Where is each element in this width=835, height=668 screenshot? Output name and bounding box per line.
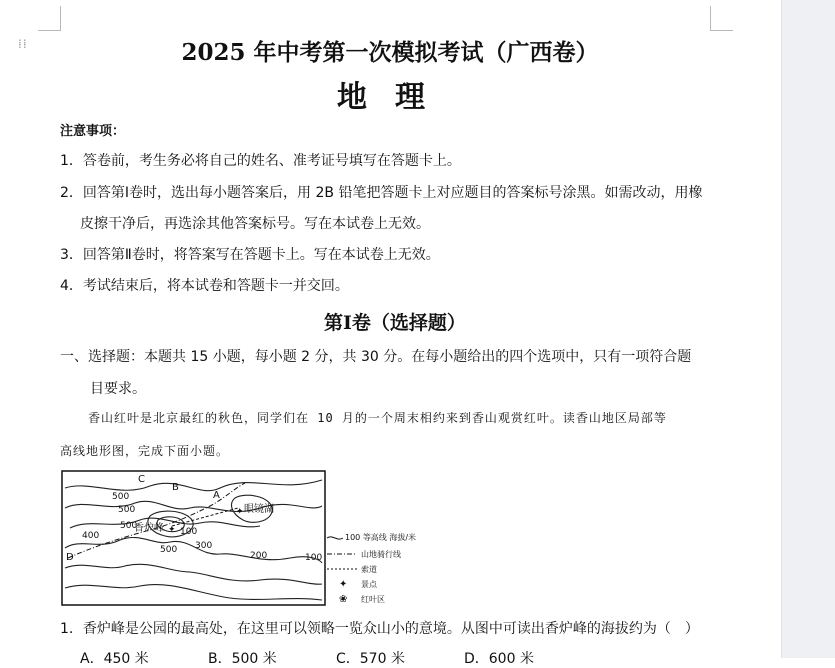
contour-label: 100 <box>305 553 323 563</box>
reading-intro-cont: 高线地形图，完成下面小题。 <box>60 444 230 458</box>
section-title: 第Ⅰ卷（选择题） <box>324 312 466 334</box>
note-item: 2．回答第Ⅰ卷时，选出每小题答案后，用 2B 铅笔把答题卡上对应题目的答案标号涂黑。如需改动，用橡 <box>60 185 703 201</box>
point-label: B <box>172 482 179 493</box>
scenic-point-icon: ✦ <box>168 525 176 535</box>
page-corner-mark-left <box>38 6 61 31</box>
subject-title: 地理 <box>337 80 453 115</box>
page-corner-mark-right <box>710 6 733 31</box>
section-instruction-cont: 目要求。 <box>90 381 146 397</box>
note-item: 3．回答第Ⅱ卷时，将答案写在答题卡上。写在本试卷上无效。 <box>60 247 440 263</box>
lake-label: 眼镜湖 <box>244 504 274 515</box>
contour-map <box>60 468 360 608</box>
reading-intro: 香山红叶是北京最红的秋色，同学们在 10 月的一个周末相约来到香山观赏红叶。读香山地区局部等 <box>88 411 667 425</box>
legend-cableway: 索道 <box>361 565 377 574</box>
question-1-options <box>80 648 592 668</box>
contour-label: 500 <box>112 492 130 502</box>
contour-label: 200 <box>250 551 268 561</box>
legend-scenic: 景点 <box>361 580 377 589</box>
contour-label: 500 <box>118 505 136 515</box>
option-c[interactable]: C．570 米 <box>336 651 405 667</box>
option-b[interactable]: B．500 米 <box>208 651 277 667</box>
note-item: 1．答卷前，考生务必将自己的姓名、准考证号填写在答题卡上。 <box>60 153 461 169</box>
option-d[interactable]: D．600 米 <box>464 651 534 667</box>
peak-label: 香炉峰 <box>134 523 164 534</box>
note-item: 4．考试结束后，将本试卷和答题卡一并交回。 <box>60 278 349 294</box>
point-label: D <box>66 552 74 563</box>
document-title: 2025 年中考第一次模拟考试（广西卷） <box>181 39 599 66</box>
red-leaf-icon: ❀ <box>339 594 348 605</box>
contour-label: 500 <box>120 521 138 531</box>
map-legend <box>325 528 445 608</box>
question-1: 1．香炉峰是公园的最高处，在这里可以领略一览众山小的意境。从图中可读出香炉峰的海拔约为（ ） <box>60 621 699 637</box>
section-instruction: 一、选择题：本题共 15 小题，每小题 2 分，共 30 分。在每小题给出的四个选项中，只有一项符合题 <box>60 349 692 365</box>
drag-handle-icon[interactable]: ⁞⁞ <box>18 37 28 51</box>
legend-route: 山地骑行线 <box>361 550 401 559</box>
note-item: 皮擦干净后，再选涂其他答案标号。写在本试卷上无效。 <box>80 216 430 232</box>
contour-label: 100 <box>180 527 198 537</box>
contour-label: 500 <box>160 545 178 555</box>
scenic-point-icon: ✦ <box>236 507 244 517</box>
notes-heading: 注意事项： <box>60 124 126 139</box>
point-label: C <box>138 474 145 485</box>
contour-label: 400 <box>82 531 100 541</box>
legend-redleaf: 红叶区 <box>361 595 385 604</box>
scenic-point-icon: ✦ <box>339 579 348 590</box>
legend-contour: 100 等高线 海拔/米 <box>345 533 417 542</box>
option-a[interactable]: A．450 米 <box>80 651 149 667</box>
contour-label: 300 <box>195 541 213 551</box>
point-label: A <box>213 490 220 501</box>
